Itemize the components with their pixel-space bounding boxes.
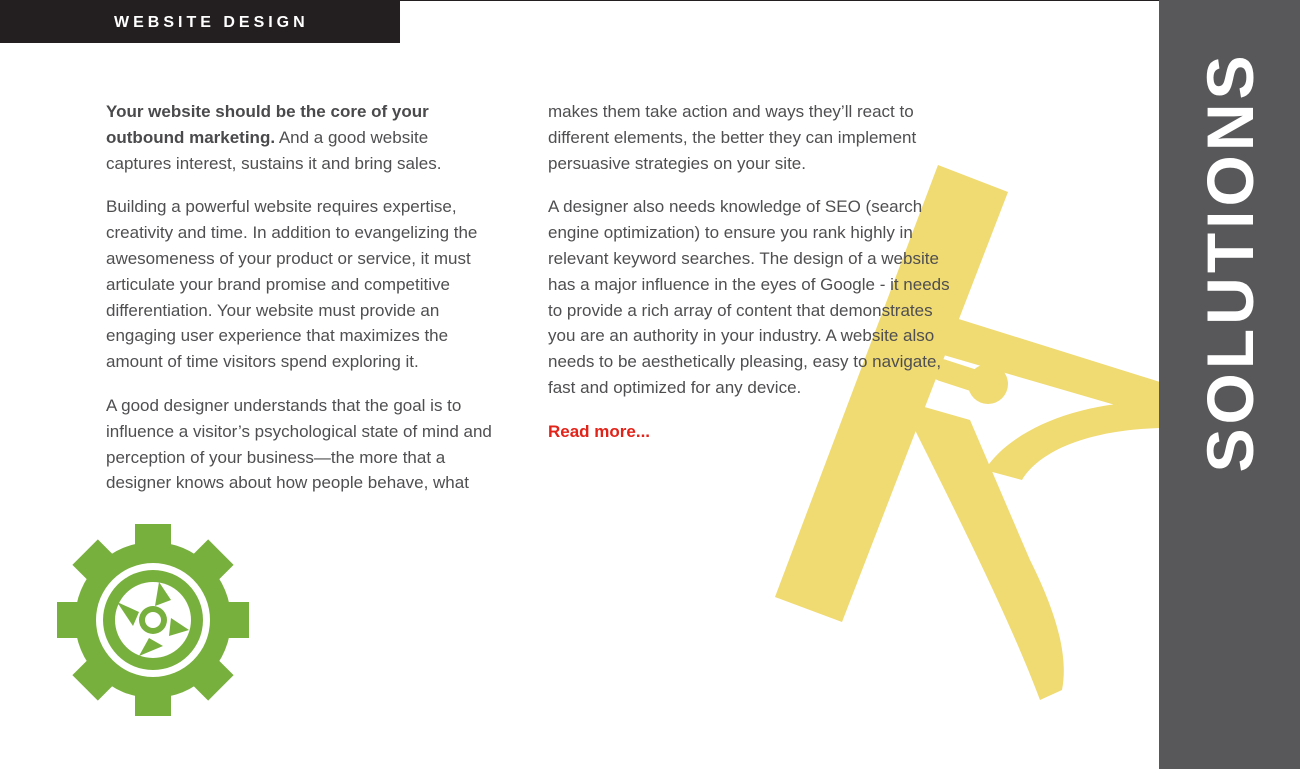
body-paragraph: makes them take action and ways they’ll react to different elements, the better they can implement persuasive strategies on your site. [548, 102, 917, 173]
column-left [106, 99, 498, 514]
read-more-link[interactable]: Read more... [548, 421, 651, 441]
column-right [548, 99, 958, 445]
sidebar-title: SOLUTIONS [1193, 51, 1267, 473]
section-label: WEBSITE DESIGN [114, 14, 309, 31]
body-paragraph: A good designer understands that the goal is to influence a visitor’s psychological state of mind and perception of your business—the more that a designer knows about how people behave, what [106, 395, 492, 493]
intro-paragraph [106, 99, 498, 176]
body-paragraph: Building a powerful website requires expertise, creativity and time. In addition to evangelizing the awesomeness of your product or service, it must articulate your brand promise and competitive differentiation. Your website must provide an engaging user experience that maximizes the amount of time visitors spend exploring it. [106, 197, 478, 372]
body-paragraph: A designer also needs knowledge of SEO (search engine optimization) to ensure you rank highly in relevant keyword searches. The design of a website has a major influence in the eyes of Google - it needs to provide a rich array of content that demonstrates you are an authority in your industry. A website also needs to be aesthetically pleasing, easy to navigate, fast and optimized for any device. [548, 197, 950, 397]
intro-lead: Your website should be the core of your outbound marketing. [106, 102, 429, 147]
intro-rest: And a good website captures interest, sustains it and bring sales. [106, 127, 442, 173]
